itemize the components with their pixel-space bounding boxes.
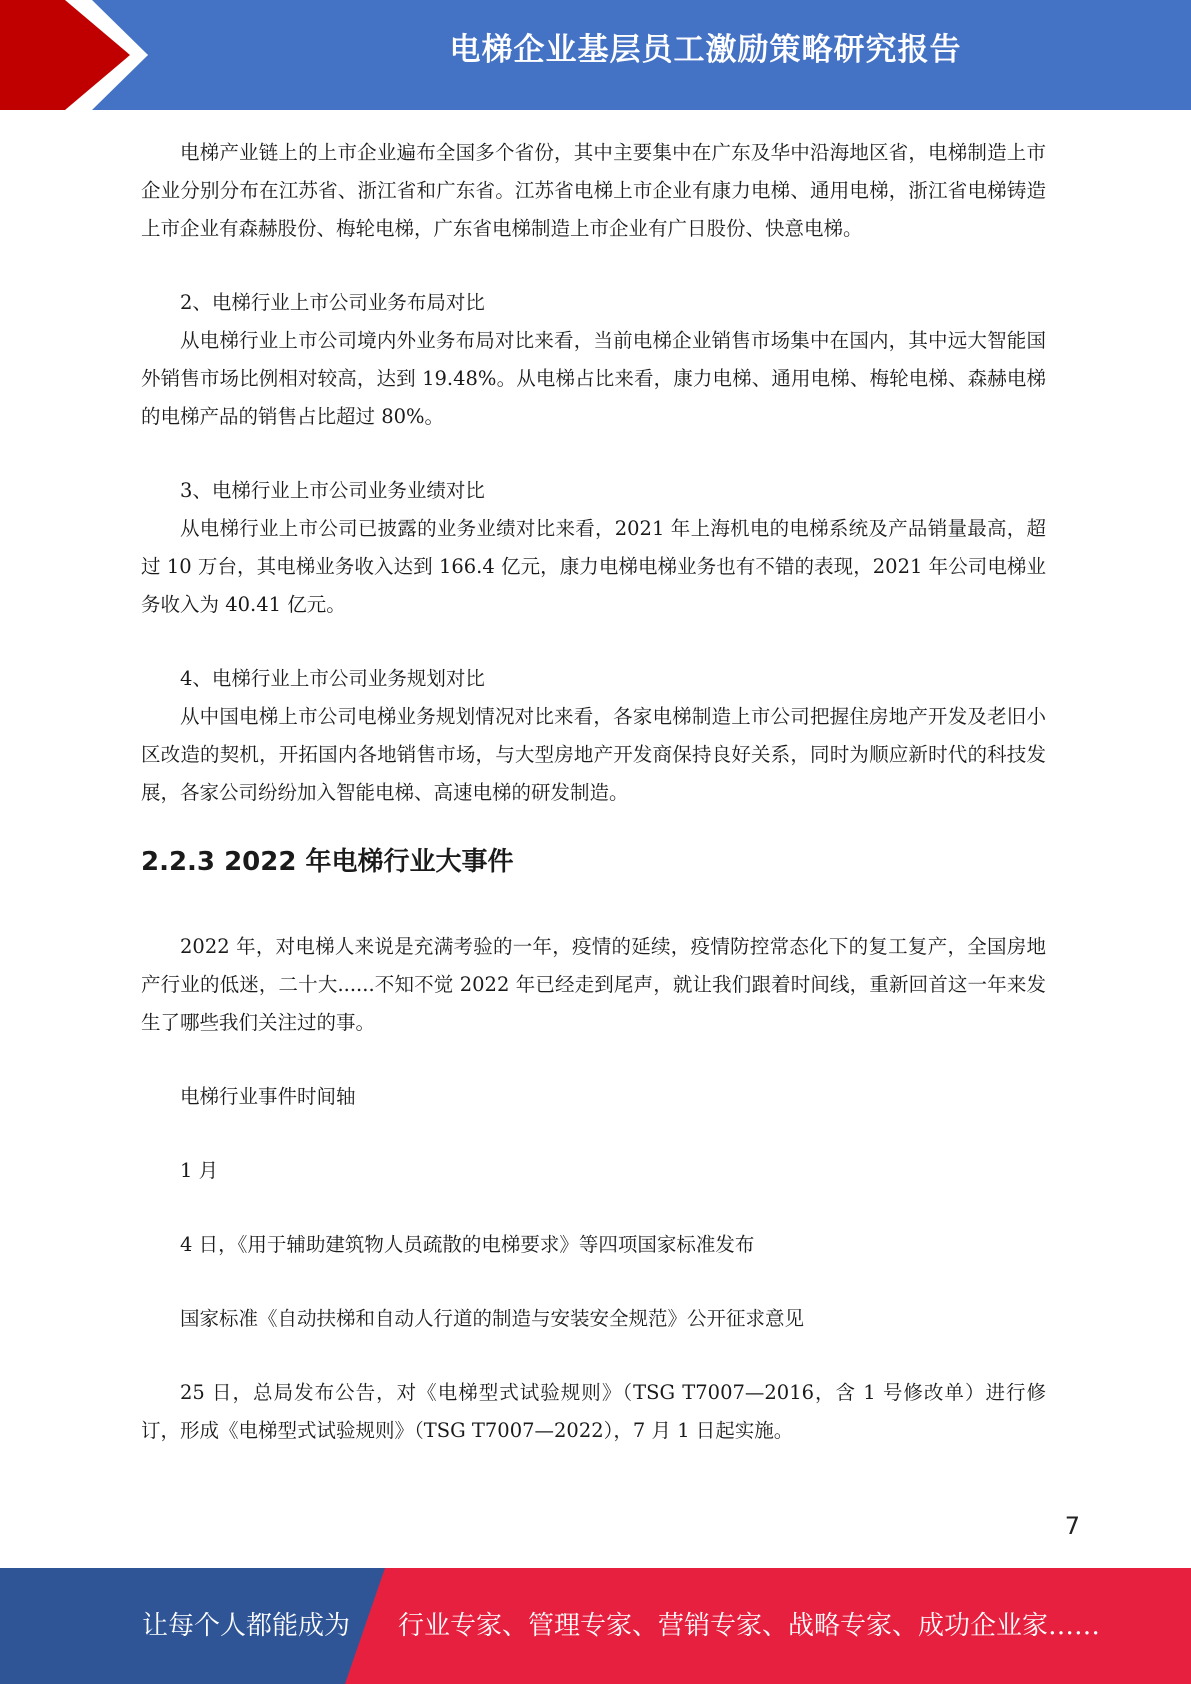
- timeline-title: 电梯行业事件时间轴: [180, 1085, 356, 1108]
- report-title: 电梯企业基层员工激励策略研究报告: [449, 32, 962, 68]
- footer-slogan-left: 让每个人都能成为: [142, 1611, 351, 1641]
- paragraph-performance: 从电梯行业上市公司已披露的业务业绩对比来看，2021 年上海机电的电梯系统及产品销量最高，超过 10 万台，其电梯业务收入达到 166.4 亿元，康力电梯电梯业务也有不错的表现，2021 年公司电梯业务收入为 40.41 亿元。: [141, 517, 1046, 616]
- paragraph-listed-companies: 电梯产业链上的上市企业遍布全国多个省份，其中主要集中在广东及华中沿海地区省，电梯制造上市企业分别分布在江苏省、浙江省和广东省。江苏省电梯上市企业有康力电梯、通用电梯，浙江省电梯铸造上市企业有森赫股份、梅轮电梯，广东省电梯制造上市企业有广日股份、快意电梯。: [141, 141, 1046, 240]
- footer-slogan-right: 行业专家、管理专家、营销专家、战略专家、成功企业家……: [398, 1611, 1101, 1641]
- section-title-business-layout: 2、电梯行业上市公司业务布局对比: [180, 291, 485, 314]
- paragraph-2022-intro: 2022 年，对电梯人来说是充满考验的一年，疫情的延续，疫情防控常态化下的复工复产，全国房地产行业的低迷，二十大......不知不觉 2022 年已经走到尾声，就让我们跟着时间线，重新回首这一年来发生了哪些我们关注过的事。: [141, 935, 1046, 1034]
- page-number: 7: [1064, 1512, 1080, 1540]
- timeline-event: 国家标准《自动扶梯和自动人行道的制造与安装安全规范》公开征求意见: [180, 1307, 805, 1330]
- timeline-month: 1 月: [180, 1159, 219, 1182]
- paragraph-planning: 从中国电梯上市公司电梯业务规划情况对比来看，各家电梯制造上市公司把握住房地产开发及老旧小区改造的契机，开拓国内各地销售市场，与大型房地产开发商保持良好关系，同时为顺应新时代的科技发展，各家公司纷纷加入智能电梯、高速电梯的研发制造。: [141, 705, 1046, 804]
- section-title-performance: 3、电梯行业上市公司业务业绩对比: [180, 479, 485, 502]
- header-banner: [0, 0, 1191, 110]
- section-title-planning: 4、电梯行业上市公司业务规划对比: [180, 667, 485, 690]
- footer-banner: [0, 1568, 1191, 1684]
- heading-2022-events: 2.2.3 2022 年电梯行业大事件: [141, 847, 514, 877]
- timeline-event: 25 日，总局发布公告，对《电梯型式试验规则》（TSG T7007—2016，含 1 号修改单）进行修订，形成《电梯型式试验规则》（TSG T7007—2022），7 月 1 日起实施。: [141, 1381, 1046, 1442]
- page-content: [141, 134, 1046, 1450]
- timeline-event: 4 日，《用于辅助建筑物人员疏散的电梯要求》等四项国家标准发布: [180, 1233, 755, 1256]
- paragraph-business-layout: 从电梯行业上市公司境内外业务布局对比来看，当前电梯企业销售市场集中在国内，其中远大智能国外销售市场比例相对较高，达到 19.48%。从电梯占比来看，康力电梯、通用电梯、梅轮电梯、森赫电梯的电梯产品的销售占比超过 80%。: [141, 329, 1046, 428]
